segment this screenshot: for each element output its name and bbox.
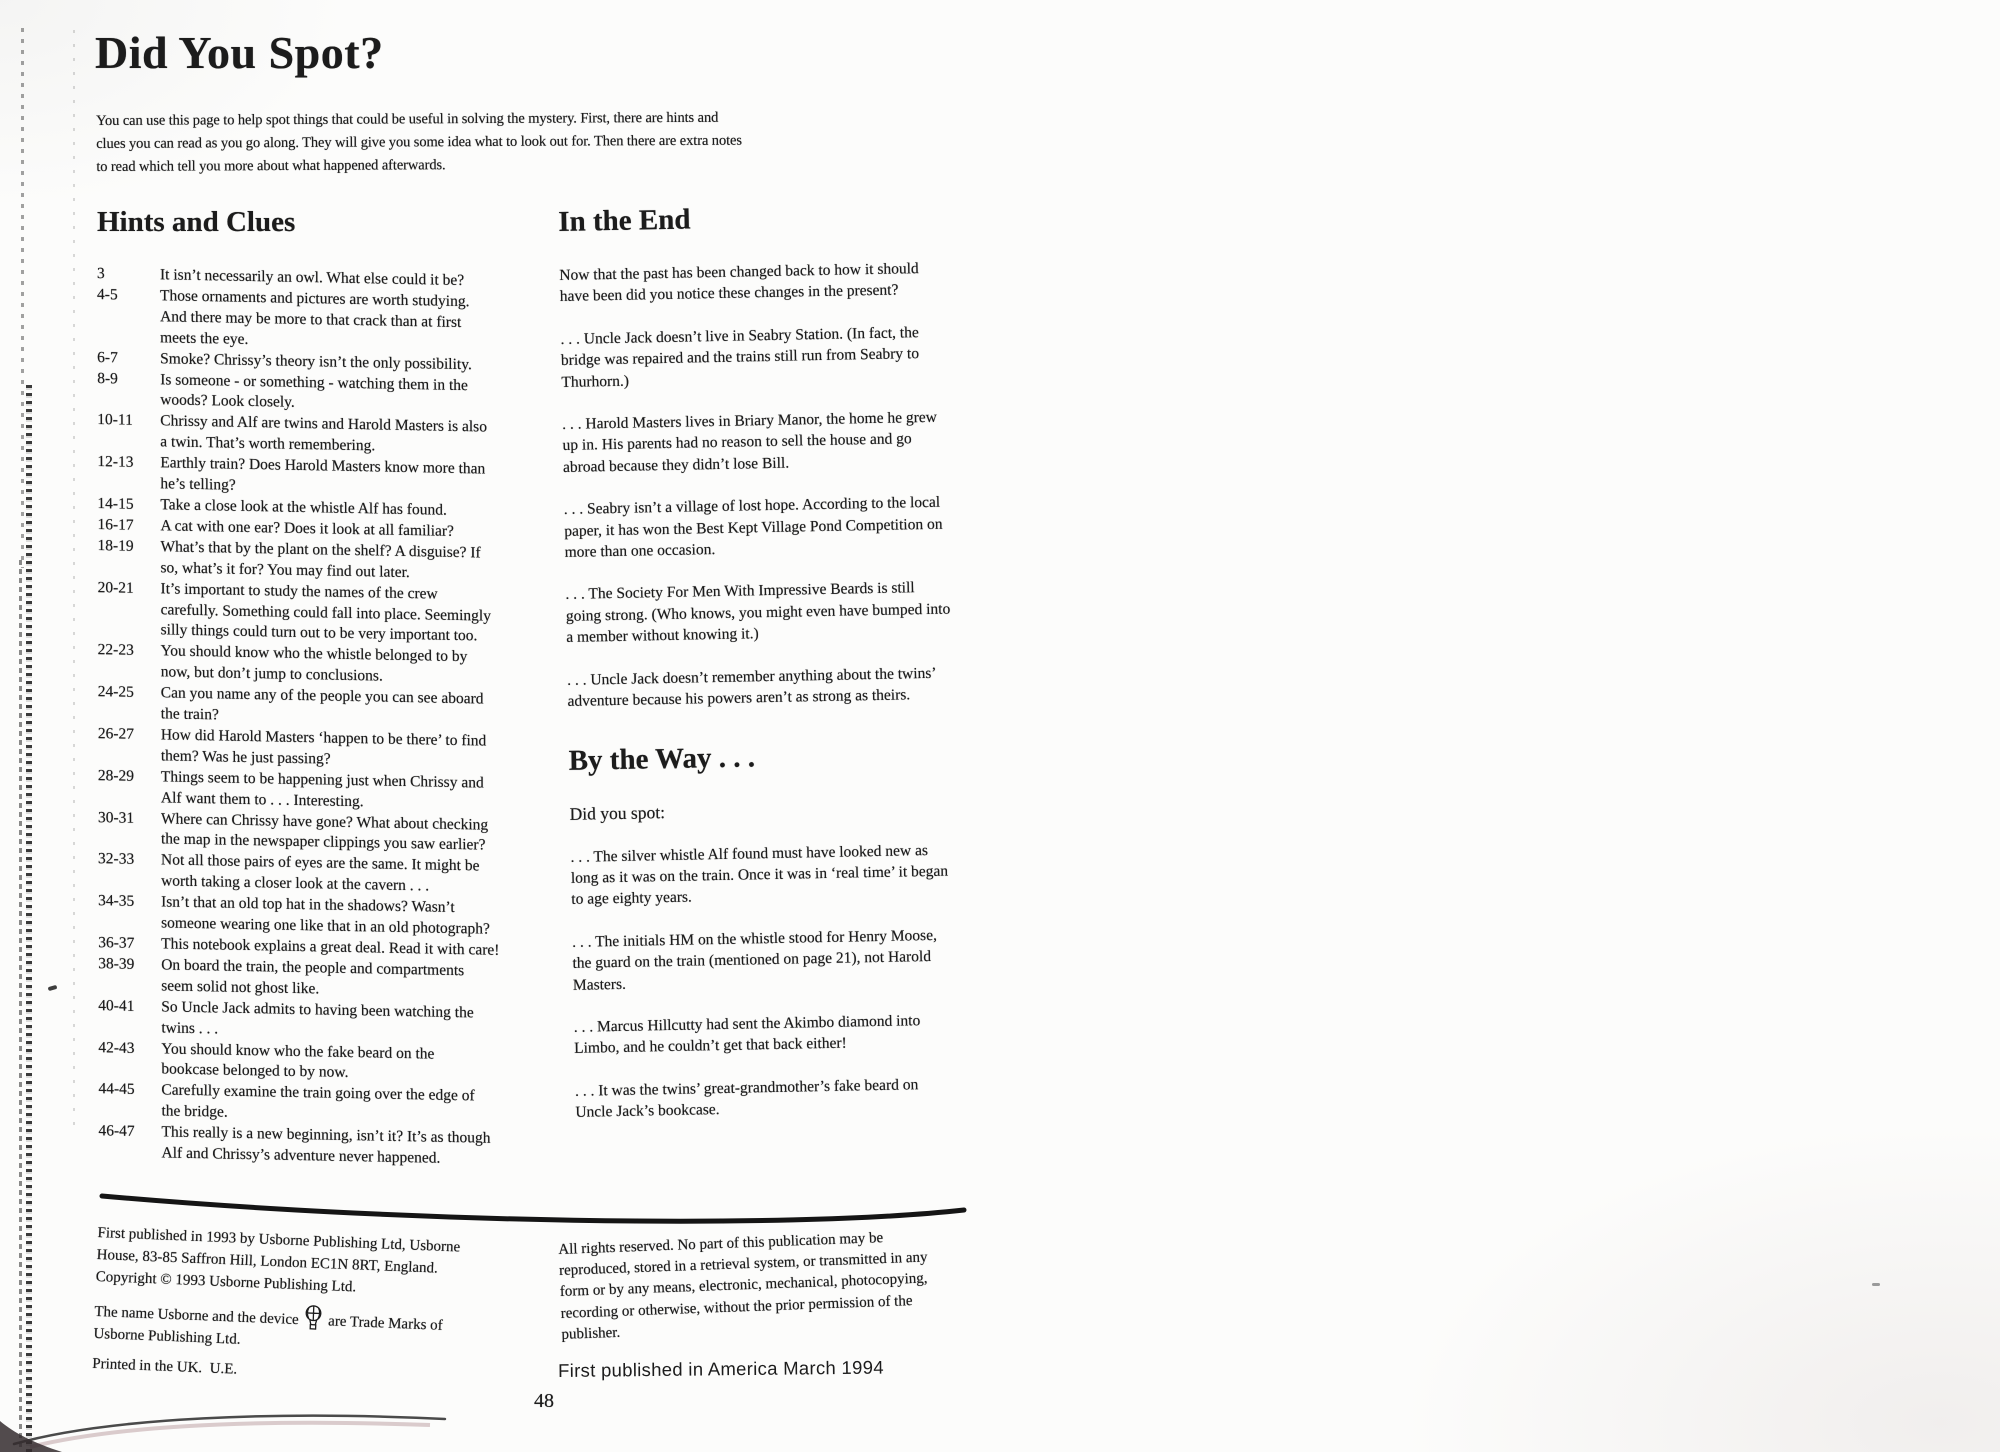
hint-page-range: 8-9 bbox=[97, 369, 118, 387]
hint-text: You should know who the fake beard on the bookcase belonged to by now. bbox=[161, 1039, 435, 1082]
hint-page-range: 22-23 bbox=[97, 641, 134, 660]
printed-in-line: Printed in the UK. U.E. bbox=[91, 1355, 238, 1378]
hint-page-range: 30-31 bbox=[97, 808, 135, 827]
hint-item bbox=[98, 578, 499, 648]
hint-page-range: 38-39 bbox=[98, 955, 135, 973]
hint-text: Can you name any of the people you can see aboard the train? bbox=[160, 684, 484, 724]
publisher-paragraph: First published in 1993 by Usborne Publishing Ltd, Usborne House, 83-85 Saffron Hill, London EC1N 8RT, England. Copyright © 1993 Usborne Publishing Ltd. bbox=[95, 1224, 461, 1296]
hint-text: Take a close look at the whistle Alf has found. bbox=[160, 496, 447, 519]
hint-page-range: 24-25 bbox=[97, 683, 134, 701]
in-the-end-heading: In the End bbox=[558, 203, 691, 238]
page-edge-artifact bbox=[73, 30, 75, 1130]
ink-speck bbox=[48, 985, 58, 991]
hint-text: So Uncle Jack admits to having been watching the twins . . . bbox=[161, 998, 474, 1038]
in-the-end-note: . . . Uncle Jack doesn’t remember anything about the twins’ adventure because his powers aren’t as strong as theirs. bbox=[566, 664, 937, 711]
did-you-spot-label: Did you spot: bbox=[569, 801, 666, 824]
intro-paragraph: You can use this page to help spot things that could be useful in solving the mystery. First, there are hints and clues you can read as you go along. They will give you some idea what to look out for. Then there are extra notes to read which tell you more about what happened afterwards. bbox=[96, 109, 742, 175]
hint-page-range: 16-17 bbox=[97, 515, 134, 534]
hint-page-range: 14-15 bbox=[97, 495, 134, 513]
hint-page-range: 42-43 bbox=[98, 1038, 135, 1057]
hint-page-range: 34-35 bbox=[98, 892, 135, 911]
hint-text: What’s that by the plant on the shelf? A disguise? If so, what’s it for? You may find out later. bbox=[160, 538, 481, 581]
hint-text: It isn’t necessarily an owl. What else could it be? bbox=[159, 266, 465, 290]
hint-page-range: 6-7 bbox=[97, 348, 118, 367]
hint-text: This notebook explains a great deal. Read it with care! bbox=[161, 935, 500, 959]
hint-text: Where can Chrissy have gone? What about checking the map in the newspaper clippings you saw earlier? bbox=[160, 809, 489, 855]
in-the-end-intro: Now that the past has been changed back to how it should have been did you notice these changes in the present? bbox=[559, 260, 919, 306]
hint-page-range: 36-37 bbox=[98, 934, 135, 952]
hint-text: A cat with one ear? Does it look at all familiar? bbox=[160, 517, 454, 540]
page-title: Did You Spot? bbox=[95, 27, 384, 78]
by-the-way-note: . . . It was the twins’ great-grandmother’s fake beard on Uncle Jack’s bookcase. bbox=[574, 1075, 919, 1121]
right-column bbox=[558, 198, 1016, 1145]
hint-text: Chrissy and Alf are twins and Harold Masters is also a twin. That’s worth remembering. bbox=[160, 412, 487, 455]
hint-text: You should know who the whistle belonged to by now, but don’t jump to conclusions. bbox=[160, 642, 468, 685]
hint-page-range: 18-19 bbox=[97, 536, 134, 555]
hint-text: Those ornaments and pictures are worth studying. And there may be more to that crack than at first meets the eye. bbox=[160, 287, 470, 348]
hint-page-range: 32-33 bbox=[98, 850, 135, 869]
hint-item bbox=[98, 1121, 499, 1171]
hint-text: It’s important to study the names of the crew carefully. Something could fall into place. Seemingly silly things could turn out to be very important too. bbox=[160, 579, 491, 645]
hint-text: Is someone - or something - watching them in the woods? Look closely. bbox=[160, 370, 468, 412]
hints-list bbox=[97, 264, 500, 1171]
usborne-balloon-icon bbox=[302, 1304, 325, 1331]
hints-and-clues-heading: Hints and Clues bbox=[97, 206, 296, 238]
hint-page-range: 20-21 bbox=[97, 578, 134, 597]
hint-text: This really is a new beginning, isn’t it? It’s as though Alf and Chrissy’s adventure never happened. bbox=[161, 1123, 491, 1167]
in-the-end-note: . . . The Society For Men With Impressive Beards is still going strong. (Who knows, you might even have bumped into a member without knowing it.) bbox=[565, 579, 951, 647]
imprint-left-block bbox=[92, 1222, 461, 1397]
hint-text: Earthly train? Does Harold Masters know more than he’s telling? bbox=[160, 454, 486, 494]
hint-text: On board the train, the people and compartments seem solid not ghost like. bbox=[161, 956, 465, 998]
in-the-end-notes bbox=[560, 320, 1007, 712]
page-corner-curl-artifact bbox=[0, 1395, 470, 1452]
in-the-end-note: . . . Uncle Jack doesn’t live in Seabry Station. (In fact, the bridge was repaired and the trains still run from Seabry to Thurhorn.) bbox=[560, 323, 920, 391]
hint-text: Isn’t that an old top hat in the shadows? Wasn’t someone wearing one like that in an old photograph? bbox=[161, 893, 490, 938]
hint-page-range: 3 bbox=[97, 265, 105, 283]
hint-item bbox=[97, 285, 498, 355]
hint-page-range: 26-27 bbox=[97, 725, 134, 743]
hint-page-range: 12-13 bbox=[97, 453, 134, 471]
hint-text: How did Harold Masters ‘happen to be there’ to find them? Was he just passing? bbox=[160, 726, 487, 768]
hint-text: Carefully examine the train going over the edge of the bridge. bbox=[161, 1081, 475, 1121]
hint-text: Smoke? Chrissy’s theory isn’t the only possibility. bbox=[160, 349, 472, 373]
hint-page-range: 44-45 bbox=[98, 1080, 135, 1099]
by-the-way-note: . . . The initials HM on the whistle stood for Henry Moose, the guard on the train (mentioned on page 21), not Harold Masters. bbox=[571, 926, 938, 994]
hint-page-range: 46-47 bbox=[98, 1122, 135, 1141]
by-the-way-note: . . . Marcus Hillcutty had sent the Akimbo diamond into Limbo, and he couldn’t get that back either! bbox=[573, 1012, 921, 1058]
hint-page-range: 10-11 bbox=[97, 411, 133, 430]
page-number: 48 bbox=[534, 1390, 554, 1412]
all-rights-reserved-paragraph: All rights reserved. No part of this publication may be reproduced, stored in a retrieval system, or transmitted in any form or by any means, electronic, mechanical, photocopying, recording or otherwise, without the prior permission of the publisher. bbox=[558, 1230, 928, 1343]
trademark-pre-text: The name Usborne and the device bbox=[94, 1303, 300, 1329]
america-publication-line: First published in America March 1994 bbox=[558, 1356, 884, 1381]
ink-speck bbox=[1872, 1283, 1880, 1286]
by-the-way-heading: By the Way . . . bbox=[568, 740, 756, 777]
in-the-end-note: . . . Seabry isn’t a village of lost hope. According to the local paper, it has won the Best Kept Village Pond Competition on more than one occasion. bbox=[563, 493, 943, 561]
by-the-way-notes bbox=[570, 838, 1015, 1123]
hint-text: Not all those pairs of eyes are the same. It might be worth taking a closer look at the cavern . . . bbox=[161, 851, 480, 895]
page-edge-artifact bbox=[21, 28, 24, 568]
hint-page-range: 4-5 bbox=[97, 285, 118, 304]
page-edge-artifact bbox=[19, 560, 22, 1450]
hint-text: Things seem to be happening just when Chrissy and Alf want them to . . . Interesting. bbox=[160, 768, 484, 810]
trademark-post-text: are Trade Marks of Usborne Publishing Ltd. bbox=[93, 1313, 443, 1348]
hint-page-range: 28-29 bbox=[97, 766, 135, 785]
hint-page-range: 40-41 bbox=[98, 996, 135, 1015]
by-the-way-note: . . . The silver whistle Alf found must have looked new as long as it was on the train. Once it was in ‘real time’ it began to age eighty years. bbox=[570, 841, 949, 909]
page-edge-artifact bbox=[26, 385, 32, 1452]
in-the-end-note: . . . Harold Masters lives in Briary Manor, the home he grew up in. His parents had no reason to sell the house and go abroad because they didn’t lose Bill. bbox=[562, 408, 938, 476]
trademark-line bbox=[93, 1296, 458, 1360]
